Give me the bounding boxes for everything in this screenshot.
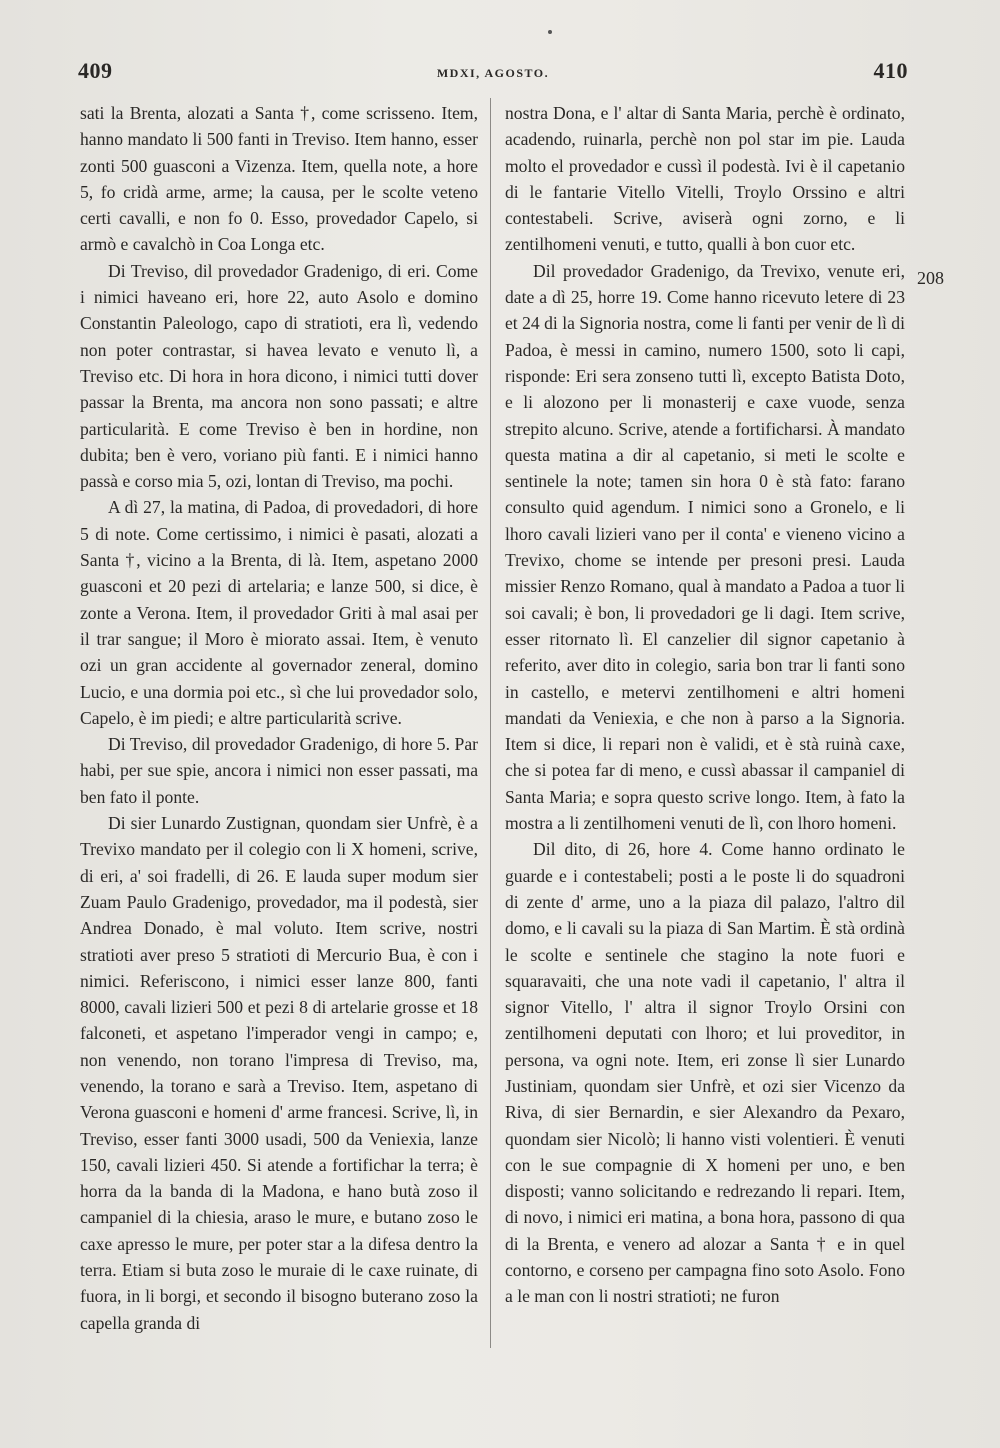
paragraph: Di sier Lunardo Zustignan, quondam sier Unfrè, è a Trevixo mandato per il colegio con li X homeni, scrive, di eri, a' soi fradelli, di 26. E lauda super modum sier Zuam Paulo Gradenigo, provedador, ma il podestà, sier Andrea Donado, è mal voluto. Item scrive, nostri stratioti aver preso 5 stratioti di Mercurio Bua, è con i nimici. Referiscono, i nimici esser lanze 800, fanti 8000, cavali lizieri 500 et pezi 8 di artelarie grosse et 18 falconeti, et aspetano l'imperador vengi in campo; e, non venendo, non torano l'impresa di Treviso, ma, venendo, la torano e sarà a Treviso. Item, aspetano di Verona guasconi e homeni d' arme francesi. Scrive, lì, in Treviso, esser fanti 3000 usadi, 500 da Veniexia, lanze 150, cavali lizieri 450. Si atende a fortifichar la terra; è horra da la banda di la Madona, e hano butà zoso il campaniel di la chiesia, araso le mure, e butano zoso le caxe apresso le mure, per poter star a la difesa dentro la terra. Etiam si buta zoso le muraie di le caxe ruinate, di fuora, in li borgi, et secondo il bisogno buterano zoso la capella granda di xyxy=(80,813,478,1333)
margin-reference-number: 208 xyxy=(917,268,944,288)
page-number-right: 410 xyxy=(873,58,908,83)
paragraph: sati la Brenta, alozati a Santa †, come scrisseno. Item, hanno mandato li 500 fanti in Treviso. Item hanno, esser zonti 500 guasconi a Vizenza. Item, quella note, a hore 5, fo cridà arme, arme; la causa, per le scolte veteno certi cavalli, e non fo 0. Esso, provedador Capelo, si armò e cavalchò in Coa Longa etc. xyxy=(80,103,478,255)
ink-speck xyxy=(548,30,552,34)
page-number-left: 409 xyxy=(78,58,113,83)
page-header xyxy=(78,58,908,92)
paragraph: Di Treviso, dil provedador Gradenigo, di eri. Come i nimici haveano eri, hore 22, auto Asolo e domino Constantin Paleologo, capo di stratioti, era lì, vedendo non poter contrastar, si havea levato e venuto lì, a Treviso etc. Di hora in hora dicono, i nimici tutti dover passar la Brenta, ma ancora non sono passati; e altre particularità. E come Treviso è ben in hordine, non dubita; ben è vero, voriano più fanti. E i nimici hanno passà e corso mia 5, ozi, lontan di Treviso, ma pochi. xyxy=(80,260,478,492)
right-column xyxy=(505,100,905,1310)
left-column xyxy=(80,100,478,1336)
paragraph: Dil provedador Gradenigo, da Trevixo, venute eri, date a dì 25, horre 19. Come hanno ricevuto letere di 23 et 24 di la Signoria nostra, come li fanti per venir de lì di Padoa, è messi in camino, numero 1500, soto li capi, risponde: Eri sera zonseno tutti lì, excepto Batista Doto, e li alozono per li monasterij e caxe vuode, senza strepito alcuno. Scrive, atende a fortificharsi. À mandato questa matina a dir al capetanio, si meti le scolte e sentinele la note; tamen sin hora 0 è stà fato: farano consulto quid agendum. I nimici sono a Gronelo, e li lhoro cavali lizieri vano per il conta' e vieneno vicino a Trevixo, chome se intende per presoni presi. Lauda missier Renzo Romano, qual à mandato a Padoa a tuor li soi cavali; è bon, li provedadori ge li dagi. Item scrive, esser ritornato lì. El canzelier dil signor capetanio à referito, aver dito in colegio, saria bon trar li fanti sono in castello, e metervi zentilhomeni e altri homeni mandati da Veniexia, e che non à parso a la Signoria. Item si dice, li repari non è validi, et è stà ruinà caxe, che si potea far di meno, e cussì abassar il campaniel di Santa Maria; e sopra questo scrive longo. Item, à fato la mostra a li zentilhomeni venuti de lì, con lhoro homeni. xyxy=(505,260,905,834)
running-title: MDXI, AGOSTO. xyxy=(436,66,550,80)
paragraph: Dil dito, di 26, hore 4. Come hanno ordinato le guarde e i contestabeli; posti a le poste li do squadroni di zente d' arme, uno a la piaza dil palazo, l'altro dil domo, e li cavali su la piaza di San Martim. È stà ordinà le scolte e sentinele che stagino la note fuori e squaravaiti, che una note vadi il capetanio, l' altra il signor Vitello, l' altra il signor Troylo Orsini con zentilhomeni deputati con lhoro; et lui proveditor, in persona, va ogni note. Item, eri zonse lì sier Lunardo Justiniam, quondam sier Unfrè, et ozi sier Vicenzo da Riva, di sier Bernardin, e sier Alexandro da Pexaro, quondam sier Nicolò; li hanno visti volentieri. È venuti con le sue compagnie di X homeni per uno, e ben disposti; vanno solicitando e redrezando li repari. Item, di novo, i nimici eri matina, a bona hora, passono di qua di la Brenta, e venero ad alozar a Santa † e in quel contorno, e corseno per campagna fino soto Asolo. Fono a le man con li nostri stratioti; ne furon xyxy=(505,839,905,1307)
paragraph: A dì 27, la matina, di Padoa, di provedadori, di hore 5 di note. Come certissimo, i nimici è pasati, alozati a Santa †, vicino a la Brenta, di là. Item, aspetano 2000 guasconi et 20 pezi di artelaria; e lanze 500, si dice, è zonte a Verona. Item, il provedador Griti à mal asai per il trar sangue; il Moro è miorato assai. Item, è venuto ozi un gran accidente al governador zeneral, domino Lucio, e una dormia poi etc., sì che lui provedador solo, Capelo, è im piedi; e altre particularità scrive. xyxy=(80,497,478,728)
column-divider xyxy=(490,98,491,1348)
paragraph: Di Treviso, dil provedador Gradenigo, di hore 5. Par habi, per sue spie, ancora i nimici non esser passati, ma ben fato il ponte. xyxy=(80,734,478,807)
paragraph: nostra Dona, e l' altar di Santa Maria, perchè è ordinato, acadendo, ruinarla, perchè non pol star im pie. Lauda molto el provedador e cussì il podestà. Ivi è il capetanio di le fantarie Vitello Vitelli, Troylo Orssino e altri contestabeli. Scrive, aviserà ogni zorno, e li zentilhomeni venuti, e tutto, qualli à bon cuor etc. xyxy=(505,103,905,255)
